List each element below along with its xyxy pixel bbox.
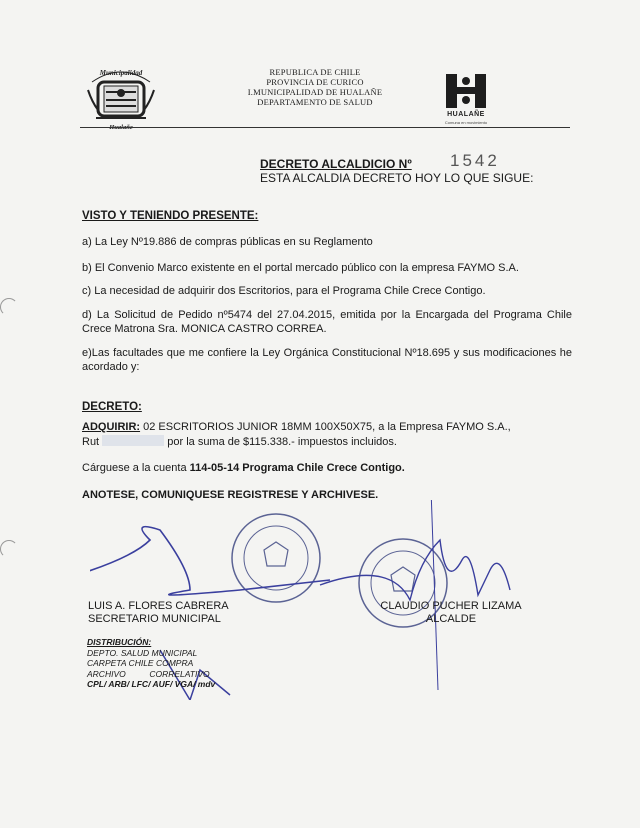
rut-tail: por la suma de $115.338.- impuestos incluidos. [164, 435, 397, 448]
adquirir-label: ADQUIRIR: [82, 421, 141, 433]
distribution-line: ARCHIVO CORRELATIVO [87, 668, 210, 679]
adquirir-text: 02 ESCRITORIOS JUNIOR 18MM 100X50X75, a la Empresa FAYMO S.A., [140, 421, 511, 433]
left-signer-role: SECRETARIO MUNICIPAL [88, 613, 221, 625]
carguese-prefix: Cárguese a la cuenta [82, 462, 190, 474]
right-signer-role: ALCALDE [425, 613, 477, 625]
municipal-crest-logo [82, 62, 160, 132]
signature-stroke [430, 500, 438, 690]
header-divider [80, 127, 570, 128]
right-signer-name: CLAUDIO PUCHER LIZAMA [380, 600, 522, 612]
distribution-heading: DISTRIBUCIÓN: [87, 637, 152, 647]
right-signer [376, 600, 526, 626]
header-block [200, 67, 430, 107]
visto-heading: VISTO Y TENIENDO PRESENTE: [82, 210, 259, 222]
distribution-block [87, 637, 215, 690]
closing-text: ANOTESE, COMUNIQUESE REGISTRESE Y ARCHIVESE. [82, 489, 379, 501]
header-line: DEPARTAMENTO DE SALUD [257, 97, 373, 107]
hualane-h-logo [443, 72, 489, 110]
left-signer-name: LUIS A. FLORES CABRERA [88, 600, 229, 612]
visto-item-a: a) La Ley Nº19.886 de compras públicas en su Reglamento [82, 236, 373, 248]
visto-item-e: e)Las facultades que me confiere la Ley Orgánica Constitucional Nº18.695 y sus modificaciones he acordado y: [82, 347, 572, 373]
punch-hole-mark [0, 540, 18, 558]
crest-top-text: Municipalidad [99, 69, 143, 77]
decree-title: DECRETO ALCALDICIO Nº [260, 157, 412, 171]
left-stamp-emblem [264, 542, 288, 566]
header-line: PROVINCIA DE CURICO [266, 77, 364, 87]
visto-item-d: d) La Solicitud de Pedido nº5474 del 27.04.2015, emitida por la Encargada del Programa Chile Crece Matrona Sra. MONICA CASTRO CORREA. [82, 309, 572, 335]
decree-subtitle: ESTA ALCALDIA DECRETO HOY LO QUE SIGUE: [260, 171, 534, 185]
right-stamp-emblem [391, 567, 415, 591]
decreto-heading: DECRETO: [82, 401, 142, 413]
header-line: I.MUNICIPALIDAD DE HUALAÑE [247, 87, 383, 97]
hualane-logo-slogan: Comuna en movimiento [444, 120, 488, 125]
left-stamp-inner [244, 526, 308, 590]
distribution-line: CPL/ ARB/ LFC/ AUF/ VGA/ mdv [87, 679, 216, 689]
left-signer [88, 600, 229, 626]
left-signature [90, 527, 330, 595]
adquirir-paragraph [82, 421, 572, 449]
carguese-account: 114-05-14 Programa Chile Crece Contigo. [189, 462, 405, 474]
right-signature [320, 540, 510, 600]
decree-number: 1542 [450, 151, 500, 170]
distribution-line: CARPETA CHILE COMPRA [87, 658, 194, 668]
carguese-paragraph [82, 462, 572, 476]
distribution-line: DEPTO. SALUD MUNICIPAL [87, 647, 198, 658]
visto-item-c: c) La necesidad de adquirir dos Escritorios, para el Programa Chile Crece Contigo. [82, 285, 486, 297]
punch-hole-mark [0, 298, 18, 316]
visto-item-b: b) El Convenio Marco existente en el portal mercado público con la empresa FAYMO S.A. [82, 262, 519, 274]
hualane-logo-name: HUALAÑE [447, 111, 485, 118]
rut-label: Rut [82, 435, 100, 448]
header-line: REPUBLICA DE CHILE [269, 67, 361, 77]
redacted-rut [102, 435, 164, 446]
